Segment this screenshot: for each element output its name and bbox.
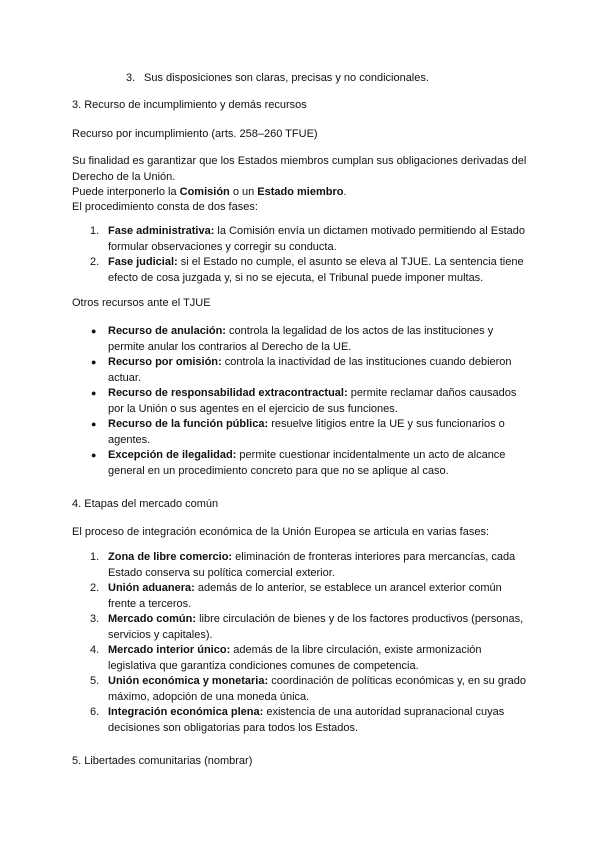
list-number: 6.: [90, 706, 100, 718]
list-item: [72, 643, 532, 674]
list-text: existencia de una autoridad supranacional cuyas decisiones son obligatorias para todos los Estados.: [108, 706, 505, 734]
intro-list-item: [72, 71, 532, 87]
list-text: resuelve litigios entre la UE y sus funcionarios o agentes.: [108, 418, 505, 446]
list-text: eliminación de fronteras interiores para mercancías, cada Estado conserva su política comercial exterior.: [108, 551, 516, 579]
list-term: Recurso de anulación:: [108, 325, 226, 337]
list-item: [72, 705, 532, 736]
list-number: 1.: [90, 551, 100, 563]
intro-item-number: 3.: [126, 72, 136, 84]
list-item: [72, 448, 532, 479]
list-term: Recurso por omisión:: [108, 356, 222, 368]
list-number: 4.: [90, 644, 100, 656]
list-term: Integración económica plena:: [108, 706, 264, 718]
who-estado-miembro: Estado miembro: [257, 186, 344, 198]
list-term: Recurso de responsabilidad extracontractual:: [108, 387, 348, 399]
who-text-pre: Puede interponerlo la: [72, 186, 180, 198]
list-item: [72, 324, 532, 355]
phases-list: [72, 224, 532, 286]
list-item: [72, 612, 532, 643]
list-term: Excepción de ilegalidad:: [108, 449, 237, 461]
section-5-heading: 5. Libertades comunitarias (nombrar): [72, 755, 253, 767]
market-stages-list: [72, 550, 532, 736]
section-3-heading: 3. Recurso de incumplimiento y demás recursos: [72, 99, 307, 111]
list-item: [72, 224, 532, 255]
list-term: Fase administrativa:: [108, 225, 215, 237]
list-number: 1.: [90, 225, 100, 237]
list-term: Mercado interior único:: [108, 644, 231, 656]
list-text: permite cuestionar incidentalmente un acto de alcance general en un procedimiento concreto para que no se aplique al caso.: [108, 449, 506, 477]
list-item: [72, 355, 532, 386]
who-text-end: .: [343, 186, 347, 198]
list-text: controla la legalidad de los actos de las instituciones y permite anular los contrarios al Derecho de la UE.: [108, 325, 494, 353]
other-remedies-list: [72, 324, 532, 479]
list-text: además de lo anterior, se establece un arancel exterior común frente a terceros.: [108, 582, 502, 610]
list-text: permite reclamar daños causados por la Unión o sus agentes en el ejercicio de sus funciones.: [108, 387, 517, 415]
list-text: además de la libre circulación, existe armonización legislativa que garantiza condiciones comunes de competencia.: [108, 644, 482, 672]
bullet-icon: ●: [91, 357, 97, 367]
bullet-icon: ●: [91, 326, 97, 336]
list-number: 2.: [90, 582, 100, 594]
section-3-paragraph-purpose: Su finalidad es garantizar que los Estados miembros cumplan sus obligaciones derivadas del Derecho de la Unión.: [72, 155, 527, 183]
list-term: Mercado común:: [108, 613, 197, 625]
list-item: [72, 581, 532, 612]
list-text: si el Estado no cumple, el asunto se eleva al TJUE. La sentencia tiene efecto de cosa juzgada y, si no se ejecuta, el Tribunal puede imponer multas.: [108, 256, 524, 284]
list-term: Unión económica y monetaria:: [108, 675, 269, 687]
list-text: la Comisión envía un dictamen motivado permitiendo al Estado formular observaciones y corregir su conducta.: [108, 225, 525, 253]
list-item: [72, 550, 532, 581]
list-term: Zona de libre comercio:: [108, 551, 233, 563]
list-text: coordinación de políticas económicas y, en su grado máximo, adopción de una moneda única.: [108, 675, 526, 703]
intro-item-text: Sus disposiciones son claras, precisas y no condicionales.: [144, 72, 429, 84]
list-item: [72, 386, 532, 417]
list-term: Recurso de la función pública:: [108, 418, 269, 430]
section-3-subheading: Recurso por incumplimiento (arts. 258–260 TFUE): [72, 128, 318, 140]
other-remedies-heading: Otros recursos ante el TJUE: [72, 297, 211, 309]
section-4-heading: 4. Etapas del mercado común: [72, 498, 219, 510]
section-3-paragraph-phases-intro: El procedimiento consta de dos fases:: [72, 201, 258, 213]
list-number: 5.: [90, 675, 100, 687]
list-text: libre circulación de bienes y de los factores productivos (personas, servicios y capitales).: [108, 613, 524, 641]
who-text-mid: o un: [229, 186, 258, 198]
bullet-icon: ●: [91, 450, 97, 460]
list-term: Unión aduanera:: [108, 582, 195, 594]
bullet-icon: ●: [91, 419, 97, 429]
list-number: 3.: [90, 613, 100, 625]
list-text: controla la inactividad de las instituciones cuando debieron actuar.: [108, 356, 512, 384]
list-item: [72, 417, 532, 448]
list-item: [72, 674, 532, 705]
list-number: 2.: [90, 256, 100, 268]
section-3-paragraph-who: [72, 185, 532, 201]
list-item: [72, 255, 532, 286]
section-4-intro: El proceso de integración económica de la Unión Europea se articula en varias fases:: [72, 526, 490, 538]
list-term: Fase judicial:: [108, 256, 178, 268]
who-comision: Comisión: [179, 186, 230, 198]
bullet-icon: ●: [91, 388, 97, 398]
